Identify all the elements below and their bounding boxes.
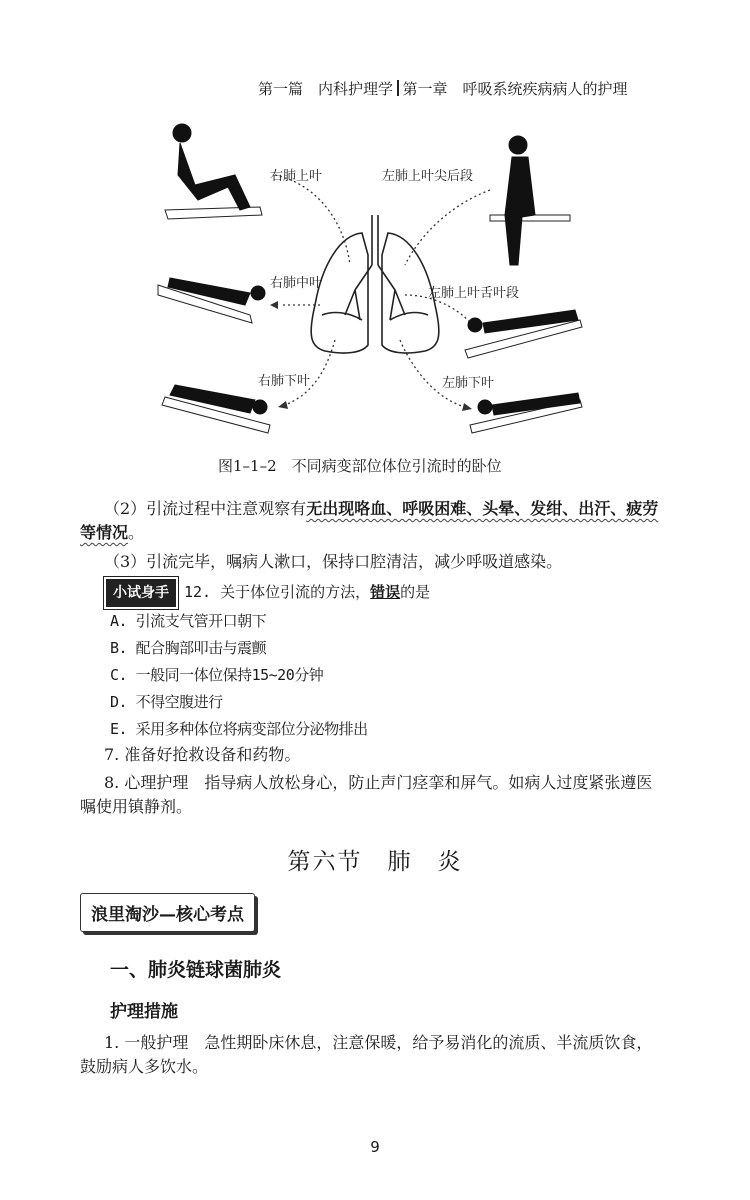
paragraph-drainage-observe xyxy=(80,497,680,545)
quiz-question xyxy=(106,579,706,607)
quiz-emphasis: 错误 xyxy=(370,583,401,601)
quiz-option-d: D. 不得空腹进行 xyxy=(110,693,223,711)
section-title: 第六节 肺 炎 xyxy=(287,849,463,875)
label-right-middle-lobe: 右肺中叶 xyxy=(270,276,323,291)
core-points-box: 浪里淘沙—核心考点 xyxy=(80,893,255,932)
text-segment: 嘱使用镇静剂。 xyxy=(80,797,193,816)
header-part: 第一篇 内科护理学 xyxy=(258,80,394,98)
heading-nursing-measures: 护理措施 xyxy=(110,1002,178,1022)
label-left-upper-apical: 左肺上叶尖后段 xyxy=(382,169,474,184)
label-right-upper-lobe: 右肺上叶 xyxy=(270,169,323,184)
quiz-badge: 小试身手 xyxy=(106,579,176,607)
text-segment: 1. 一般护理 急性期卧床休息，注意保暖，给予易消化的流质、半流质饮食， xyxy=(104,1033,653,1052)
label-right-lower-lobe: 右肺下叶 xyxy=(258,374,311,389)
paragraph-psychological-care xyxy=(80,771,680,819)
arrowheads xyxy=(270,301,472,411)
paragraph-prepare-rescue xyxy=(80,743,680,767)
quiz-question-text: 12. 关于体位引流的方法， xyxy=(184,583,371,601)
quiz-option-c: C. 一般同一体位保持15~20分钟 xyxy=(110,666,324,684)
figure-caption: 图1–1–2 不同病变部位体位引流时的卧位 xyxy=(218,457,502,475)
header-chapter: 第一章 呼吸系统疾病病人的护理 xyxy=(402,80,628,98)
paragraph-drainage-complete xyxy=(80,550,680,574)
paragraph-general-care xyxy=(80,1031,680,1079)
label-left-upper-lingula: 左肺上叶舌叶段 xyxy=(428,286,520,301)
text-segment: 8. 心理护理 指导病人放松身心，防止声门痉挛和屏气。如病人过度紧张遵医 xyxy=(104,773,653,792)
postural-drainage-figure xyxy=(150,115,600,445)
emphasis-text-continued: 等情况 xyxy=(80,523,129,542)
label-left-lower-lobe: 左肺下叶 xyxy=(442,376,495,391)
text-segment: （3）引流完毕，嘱病人漱口，保持口腔清洁，减少呼吸道感染。 xyxy=(104,552,563,571)
text-segment: 鼓励病人多饮水。 xyxy=(80,1057,209,1076)
text-segment: 。 xyxy=(128,523,145,542)
page-number: 9 xyxy=(370,1138,380,1156)
text-segment: （2）引流过程中注意观察有 xyxy=(104,499,307,518)
header-separator xyxy=(397,80,399,96)
emphasis-text: 无出现咯血、呼吸困难、头晕、发绀、出汗、疲劳 xyxy=(306,499,659,518)
heading-pneumococcal-pneumonia: 一、肺炎链球菌肺炎 xyxy=(110,959,282,981)
quiz-option-a: A. 引流支气管开口朝下 xyxy=(110,612,267,630)
text-segment: 7. 准备好抢救设备和药物。 xyxy=(104,745,301,764)
quiz-option-b: B. 配合胸部叩击与震颤 xyxy=(110,639,267,657)
patient-figures xyxy=(158,124,582,433)
lungs-illustration xyxy=(311,215,439,353)
figure-illustration xyxy=(150,115,600,445)
running-header xyxy=(258,78,668,99)
quiz-question-text-end: 的是 xyxy=(400,583,431,601)
quiz-option-e: E. 采用多种体位将病变部位分泌物排出 xyxy=(110,720,368,738)
